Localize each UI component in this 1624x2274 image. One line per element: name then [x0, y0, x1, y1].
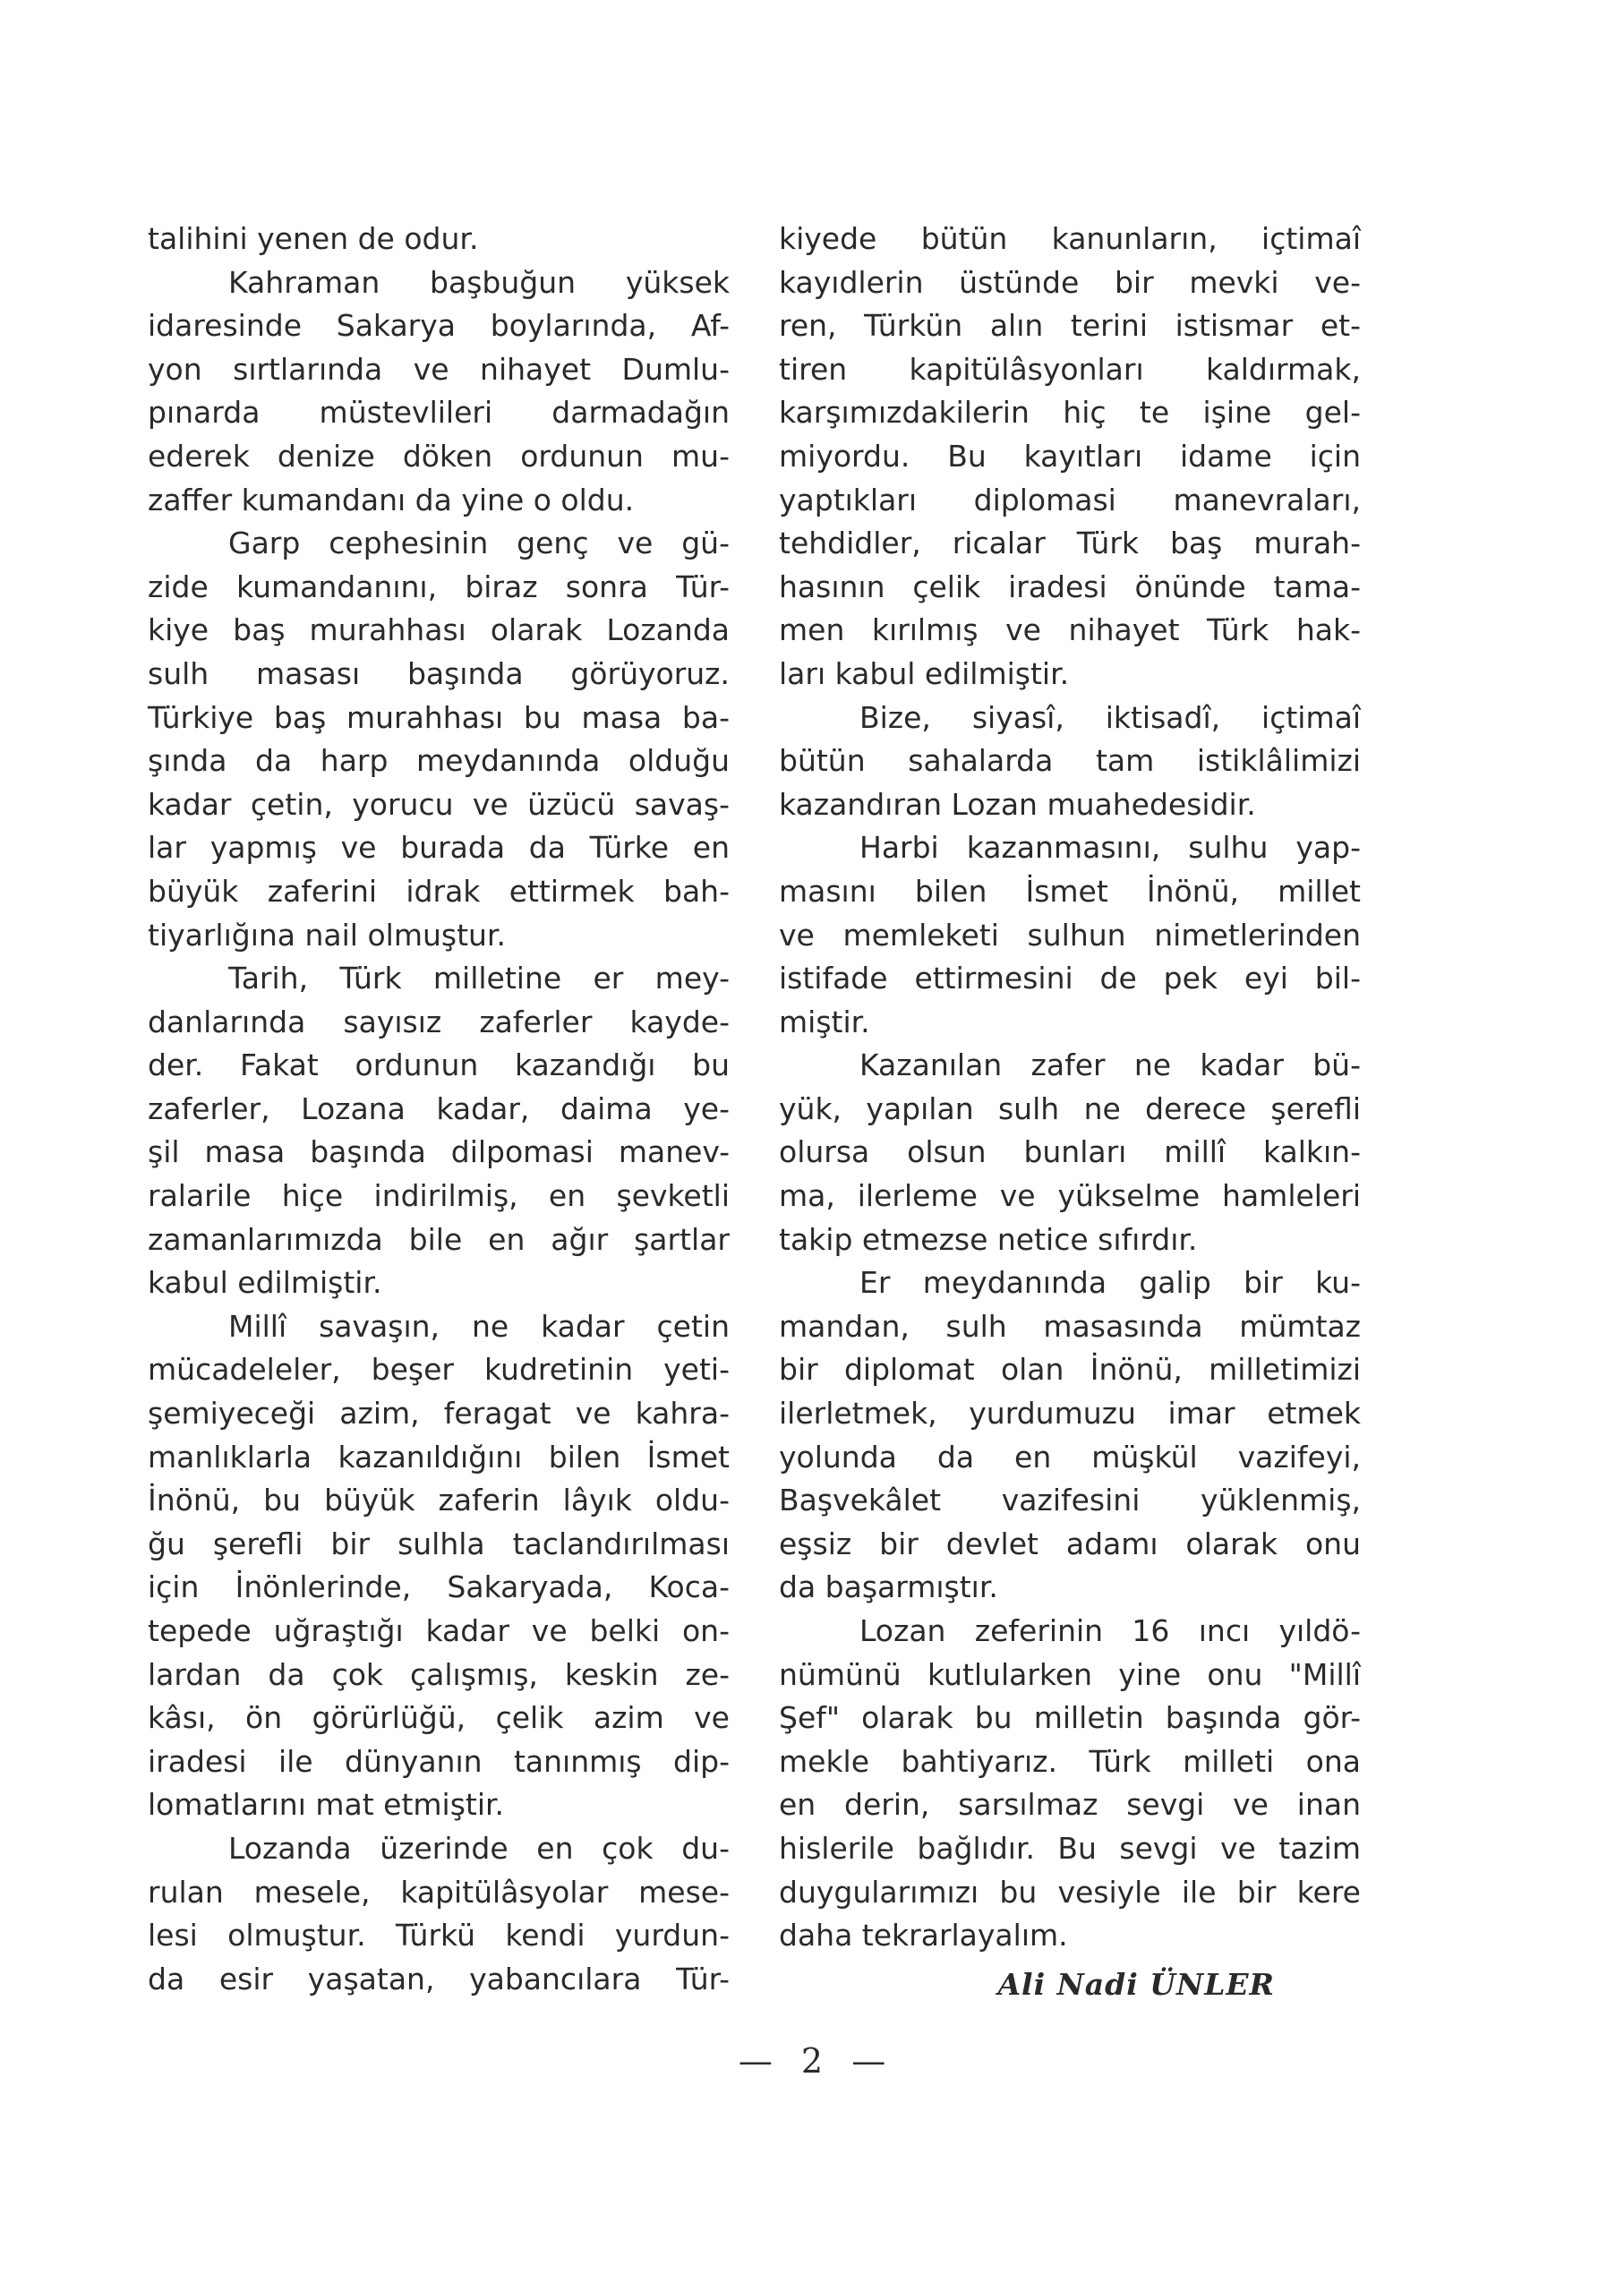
text-line: Kazanılan zafer ne kadar bü-: [859, 1047, 1361, 1083]
right-text-column: [779, 218, 1361, 1958]
text-line: kayıdlerin üstünde bir mevki ve-: [779, 264, 1361, 300]
text-line: men kırılmış ve nihayet Türk hak-: [779, 612, 1361, 648]
text-line: bütün sahalarda tam istiklâlimizi: [779, 743, 1361, 779]
text-line: Garp cephesinin genç ve gü-: [228, 526, 730, 561]
text-line: ederek denize döken ordunun mu-: [148, 438, 730, 474]
text-line: da başarmıştır.: [779, 1569, 998, 1605]
text-line: karşımızdakilerin hiç te işine gel-: [779, 395, 1361, 431]
text-line: ğu şerefli bir sulhla taclandırılması: [148, 1526, 730, 1561]
left-text-column: [148, 218, 730, 2001]
text-line: kazandıran Lozan muahedesidir.: [779, 786, 1256, 822]
text-line: mekle bahtiyarız. Türk milleti ona: [779, 1743, 1361, 1779]
text-line: tehdidler, ricalar Türk baş murah-: [779, 526, 1361, 561]
text-line: manlıklarla kazanıldığını bilen İsmet: [148, 1439, 730, 1475]
text-line: talihini yenen de odur.: [148, 221, 479, 256]
text-line: İnönü, bu büyük zaferin lâyık oldu-: [148, 1483, 730, 1518]
text-line: rulan mesele, kapitülâsyolar mese-: [148, 1874, 730, 1910]
text-line: iradesi ile dünyanın tanınmış dip-: [148, 1743, 730, 1779]
text-line: Lozan zeferinin 16 ıncı yıldö-: [859, 1613, 1361, 1648]
text-line: hasının çelik iradesi önünde tama-: [779, 568, 1361, 604]
text-line: kiyede bütün kanunların, içtimaî: [779, 221, 1361, 256]
text-line: mandan, sulh masasında mümtaz: [779, 1308, 1361, 1344]
text-line: ma, ilerleme ve yükselme hamleleri: [779, 1178, 1361, 1214]
text-line: ralarile hiçe indirilmiş, en şevketli: [148, 1178, 730, 1214]
text-line: takip etmezse netice sıfırdır.: [779, 1221, 1198, 1257]
text-line: Lozanda üzerinde en çok du-: [228, 1830, 730, 1866]
text-line: pınarda müstevlileri darmadağın: [148, 395, 730, 431]
text-line: sulh masası başında görüyoruz.: [148, 655, 730, 691]
text-line: mücadeleler, beşer kudretinin yeti-: [148, 1352, 730, 1388]
text-line: masını bilen İsmet İnönü, millet: [779, 873, 1361, 909]
text-line: Kahraman başbuğun yüksek: [228, 264, 730, 300]
text-line: idaresinde Sakarya boylarında, Af-: [148, 308, 730, 344]
text-line: bir diplomat olan İnönü, milletimizi: [779, 1352, 1361, 1388]
text-line: miyordu. Bu kayıtları idame için: [779, 438, 1361, 474]
author-signature: Ali Nadi ÜNLER: [997, 1967, 1275, 2002]
text-line: kadar çetin, yorucu ve üzücü savaş-: [148, 786, 730, 822]
text-line: miştir.: [779, 1004, 870, 1039]
page-number: 2: [800, 2041, 824, 2081]
text-line: Şef" olarak bu milletin başında gör-: [779, 1700, 1361, 1736]
text-line: ilerletmek, yurdumuzu imar etmek: [779, 1396, 1361, 1432]
text-line: zaferler, Lozana kadar, daima ye-: [148, 1090, 730, 1126]
text-line: da esir yaşatan, yabancılara Tür-: [148, 1961, 730, 1996]
text-line: Türkiye baş murahhası bu masa ba-: [148, 699, 730, 735]
text-line: zaffer kumandanı da yine o oldu.: [148, 482, 635, 517]
text-line: danlarında sayısız zaferler kayde-: [148, 1004, 730, 1039]
text-line: hislerile bağlıdır. Bu sevgi ve tazim: [779, 1830, 1361, 1866]
text-line: Harbi kazanmasını, sulhu yap-: [859, 830, 1361, 866]
text-line: ları kabul edilmiştir.: [779, 655, 1070, 691]
text-line: lomatlarını mat etmiştir.: [148, 1787, 505, 1823]
page-number-dash-right: —: [851, 2041, 886, 2081]
page-footer: [0, 2041, 1624, 2081]
text-line: şil masa başında dilpomasi manev-: [148, 1134, 730, 1170]
text-line: yük, yapılan sulh ne derece şerefli: [779, 1090, 1361, 1126]
text-line: istifade ettirmesini de pek eyi bil-: [779, 961, 1361, 996]
text-line: yaptıkları diplomasi manevraları,: [779, 482, 1361, 517]
text-line: nümünü kutlularken yine onu "Millî: [779, 1656, 1361, 1692]
text-line: tiyarlığına nail olmuştur.: [148, 917, 506, 953]
text-line: Bize, siyasî, iktisadî, içtimaî: [859, 699, 1361, 735]
text-line: şemiyeceği azim, feragat ve kahra-: [148, 1396, 730, 1432]
text-line: ren, Türkün alın terini istismar et-: [779, 308, 1361, 344]
text-line: duygularımızı bu vesiyle ile bir kere: [779, 1874, 1361, 1910]
text-line: lar yapmış ve burada da Türke en: [148, 830, 730, 866]
text-line: eşsiz bir devlet adamı olarak onu: [779, 1526, 1361, 1561]
text-line: kâsı, ön görürlüğü, çelik azim ve: [148, 1700, 730, 1736]
text-line: ve memleketi sulhun nimetlerinden: [779, 917, 1361, 953]
text-line: lardan da çok çalışmış, keskin ze-: [148, 1656, 730, 1692]
text-line: büyük zaferini idrak ettirmek bah-: [148, 873, 730, 909]
text-line: yon sırtlarında ve nihayet Dumlu-: [148, 351, 730, 387]
text-line: tepede uğraştığı kadar ve belki on-: [148, 1613, 730, 1648]
text-line: zamanlarımızda bile en ağır şartlar: [148, 1221, 730, 1257]
text-line: der. Fakat ordunun kazandığı bu: [148, 1047, 730, 1083]
text-line: olursa olsun bunları millî kalkın-: [779, 1134, 1361, 1170]
text-line: zide kumandanını, biraz sonra Tür-: [148, 568, 730, 604]
text-line: lesi olmuştur. Türkü kendi yurdun-: [148, 1918, 730, 1953]
text-line: Er meydanında galip bir ku-: [859, 1265, 1361, 1301]
text-line: kiye baş murahhası olarak Lozanda: [148, 612, 730, 648]
text-line: şında da harp meydanında olduğu: [148, 743, 730, 779]
text-line: Tarih, Türk milletine er mey-: [228, 961, 730, 996]
page-number-dash-left: —: [738, 2041, 773, 2081]
text-line: yolunda da en müşkül vazifeyi,: [779, 1439, 1361, 1475]
text-line: en derin, sarsılmaz sevgi ve inan: [779, 1787, 1361, 1823]
text-line: daha tekrarlayalım.: [779, 1918, 1068, 1953]
text-line: Başvekâlet vazifesini yüklenmiş,: [779, 1483, 1361, 1518]
text-line: kabul edilmiştir.: [148, 1265, 382, 1301]
text-line: tiren kapitülâsyonları kaldırmak,: [779, 351, 1361, 387]
text-line: için İnönlerinde, Sakaryada, Koca-: [148, 1569, 730, 1605]
text-line: Millî savaşın, ne kadar çetin: [228, 1308, 730, 1344]
